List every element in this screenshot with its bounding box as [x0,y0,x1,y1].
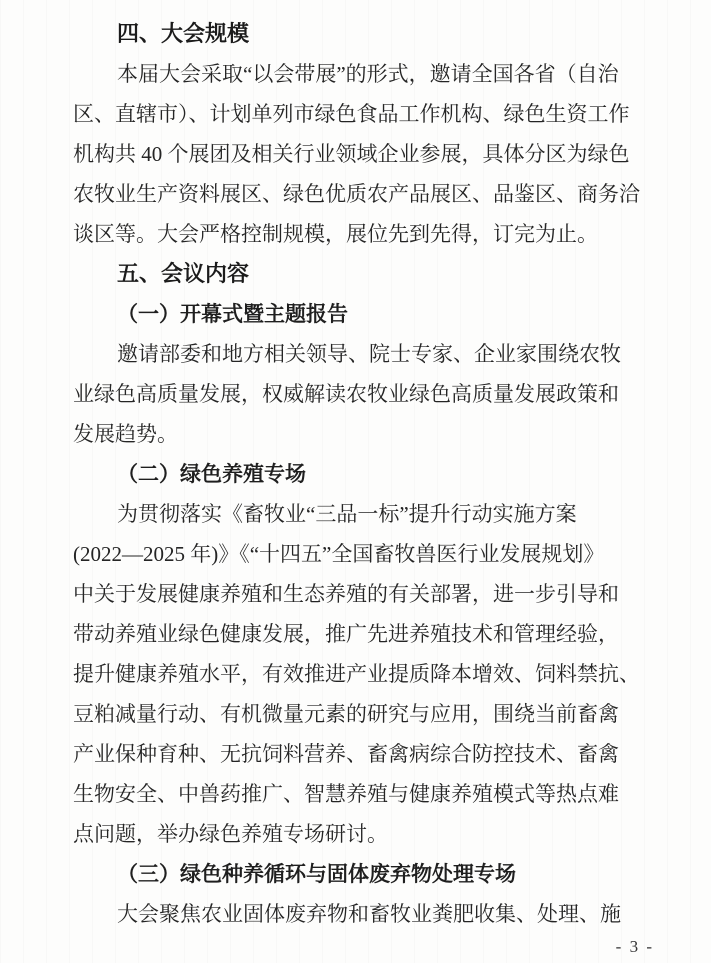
paragraph-line: 机构共 40 个展团及相关行业领域企业参展，具体分区为绿色 [73,142,630,166]
paragraph-line: 农牧业生产资料展区、绿色优质农产品展区、品鉴区、商务洽 [73,182,640,206]
paragraph-line: 点问题，举办绿色养殖专场研讨。 [73,822,388,846]
paragraph-line: 大会聚焦农业固体废弃物和畜牧业粪肥收集、处理、施 [117,902,621,926]
subsection-heading-1: （一）开幕式暨主题报告 [117,302,348,326]
section-heading-4: 四、大会规模 [117,21,250,46]
paragraph-line: 发展趋势。 [73,422,178,446]
paragraph-line: 邀请部委和地方相关领导、院士专家、企业家围绕农牧 [117,342,621,366]
paragraph-line: 业绿色高质量发展，权威解读农牧业绿色高质量发展政策和 [73,382,619,406]
paragraph-line: 区、直辖市）、计划单列市绿色食品工作机构、绿色生资工作 [73,102,630,126]
paragraph-line: 提升健康养殖水平，有效推进产业提质降本增效、饲料禁抗、 [73,662,640,686]
paragraph-line: 谈区等。大会严格控制规模，展位先到先得，订完为止。 [73,222,598,246]
paragraph-line: 产业保种育种、无抗饲料营养、畜禽病综合防控技术、畜禽 [73,742,619,766]
subsection-heading-3: （三）绿色种养循环与固体废弃物处理专场 [117,862,516,886]
paragraph-line: 豆粕减量行动、有机微量元素的研究与应用，围绕当前畜禽 [73,702,619,726]
paragraph-line: (2022—2025 年)》《“十四五”全国畜牧兽医行业发展规划》 [73,542,605,566]
section-heading-5: 五、会议内容 [117,261,250,286]
subsection-heading-2: （二）绿色养殖专场 [117,462,306,486]
paragraph-line: 中关于发展健康养殖和生态养殖的有关部署，进一步引导和 [73,582,619,606]
document-text-block [73,14,639,934]
paragraph-line: 带动养殖业绿色健康发展，推广先进养殖技术和管理经验， [73,622,619,646]
paragraph-line: 本届大会采取“以会带展”的形式，邀请全国各省（自治 [117,62,619,86]
paragraph-line: 生物安全、中兽药推广、智慧养殖与健康养殖模式等热点难 [73,782,619,806]
page-number: - 3 - [615,937,654,956]
paragraph-line: 为贯彻落实《畜牧业“三品一标”提升行动实施方案 [117,502,577,526]
